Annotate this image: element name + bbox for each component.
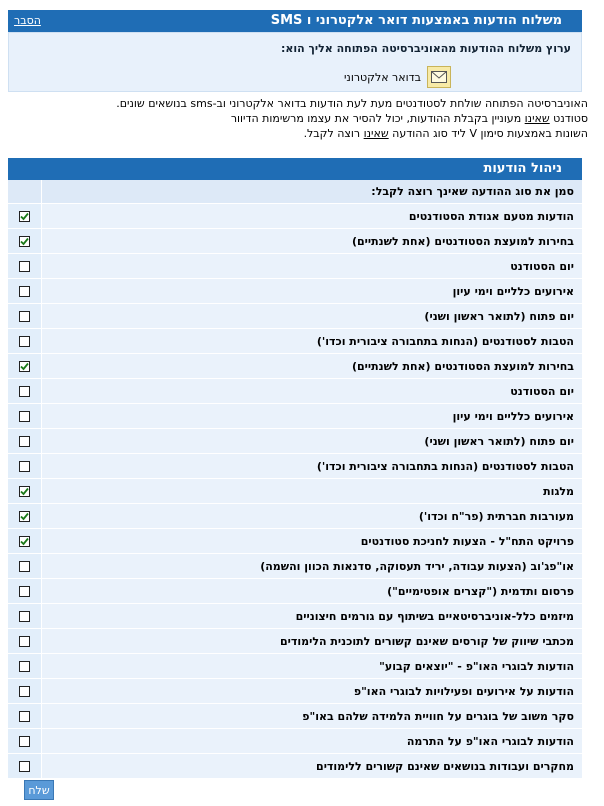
- checkmark-icon: [20, 362, 29, 371]
- list-item: [8, 754, 582, 779]
- list-item-label: אירועים כלליים וימי עיון: [42, 279, 582, 303]
- messages-list: [8, 180, 582, 779]
- list-item: [8, 504, 582, 529]
- list-item: [8, 429, 582, 454]
- list-item: [8, 629, 582, 654]
- list-item-checkbox-cell: [8, 604, 42, 628]
- channel-option-label: בדואר אלקטרוני: [343, 70, 421, 84]
- intro-line-2: סטודנט שאינו מעוניין בקבלת ההודעות, יכול להסיר את עצמו מרשימות הדיוור: [230, 112, 588, 125]
- opt-out-checkbox[interactable]: [19, 361, 30, 372]
- opt-out-checkbox[interactable]: [19, 736, 30, 747]
- list-item: [8, 404, 582, 429]
- list-item-checkbox-cell: [8, 304, 42, 328]
- list-item-checkbox-cell: [8, 454, 42, 478]
- list-instruction-cell: [8, 180, 42, 203]
- list-item-label: הודעות לבוגרי האו"פ על התרמה: [42, 729, 582, 753]
- list-item-checkbox-cell: [8, 579, 42, 603]
- list-item-label: פרסום ותדמית ("קצרים אופטימיים"): [42, 579, 582, 603]
- list-item-label: הודעות מטעם אגודת הסטודנטים: [42, 204, 582, 228]
- manage-title: ניהול הודעות: [483, 161, 562, 176]
- list-item: [8, 654, 582, 679]
- list-item-checkbox-cell: [8, 504, 42, 528]
- list-item: [8, 379, 582, 404]
- intro-line-1: האוניברסיטה הפתוחה שולחת לסטודנטים מעת לעת הודעות בדואר אלקטרוני וב-sms בנושאים שונים.: [116, 97, 588, 110]
- opt-out-checkbox[interactable]: [19, 236, 30, 247]
- list-item-checkbox-cell: [8, 729, 42, 753]
- opt-out-checkbox[interactable]: [19, 561, 30, 572]
- envelope-icon[interactable]: [427, 66, 451, 88]
- opt-out-checkbox[interactable]: [19, 586, 30, 597]
- list-item-label: יום פתוח (לתואר ראשון ושני): [42, 304, 582, 328]
- list-item-checkbox-cell: [8, 629, 42, 653]
- opt-out-checkbox[interactable]: [19, 511, 30, 522]
- list-item: [8, 479, 582, 504]
- opt-out-checkbox[interactable]: [19, 436, 30, 447]
- list-item-label: מלגות: [42, 479, 582, 503]
- opt-out-checkbox[interactable]: [19, 711, 30, 722]
- channel-title: ערוץ משלוח ההודעות מהאוניברסיטה הפתוחה אליך הוא:: [280, 42, 571, 55]
- help-link[interactable]: הסבר: [14, 14, 41, 27]
- opt-out-checkbox[interactable]: [19, 311, 30, 322]
- manage-header: [8, 158, 582, 180]
- channel-box: [8, 32, 582, 92]
- list-item-label: בחירות למועצת הסטודנטים (אחת לשנתיים): [42, 354, 582, 378]
- channel-option[interactable]: [344, 65, 451, 89]
- list-instruction: סמן את סוג ההודעה שאינך רוצה לקבל:: [42, 180, 582, 203]
- checkmark-icon: [20, 237, 29, 246]
- list-item-label: סקר משוב של בוגרים על חוויית הלמידה שלהם באו"פ: [42, 704, 582, 728]
- list-item-checkbox-cell: [8, 704, 42, 728]
- list-item-label: מכתבי שיווק של קורסים שאינם קשורים לתוכנית הלימודים: [42, 629, 582, 653]
- list-item-checkbox-cell: [8, 254, 42, 278]
- list-item: [8, 554, 582, 579]
- list-item-checkbox-cell: [8, 379, 42, 403]
- list-item-checkbox-cell: [8, 279, 42, 303]
- list-item-label: הודעות על אירועים ופעילויות לבוגרי האו"פ: [42, 679, 582, 703]
- list-instruction-row: [8, 180, 582, 204]
- list-item-label: יום הסטודנט: [42, 254, 582, 278]
- checkmark-icon: [20, 487, 29, 496]
- list-item-checkbox-cell: [8, 229, 42, 253]
- intro-line-3: השונות באמצעות סימון V ליד סוג ההודעה שאינו רוצה לקבל.: [303, 127, 588, 140]
- list-item: [8, 254, 582, 279]
- list-item-checkbox-cell: [8, 529, 42, 553]
- list-item-checkbox-cell: [8, 329, 42, 353]
- list-item-label: או"פג'וב (הצעות עבודה, יריד תעסוקה, סדנאות הכוון והשמה): [42, 554, 582, 578]
- list-item-checkbox-cell: [8, 554, 42, 578]
- list-item: [8, 729, 582, 754]
- checkmark-icon: [20, 512, 29, 521]
- list-item-label: הטבות לסטודנטים (הנחות בתחבורה ציבורית וכדו'): [42, 329, 582, 353]
- manage-header-corner: [566, 158, 582, 180]
- opt-out-checkbox[interactable]: [19, 336, 30, 347]
- list-item-checkbox-cell: [8, 654, 42, 678]
- opt-out-checkbox[interactable]: [19, 386, 30, 397]
- list-item-label: מחקרים ועבודות בנושאים שאינם קשורים ללימודים: [42, 754, 582, 778]
- opt-out-checkbox[interactable]: [19, 661, 30, 672]
- header-corner: [566, 10, 582, 32]
- list-item-label: יום פתוח (לתואר ראשון ושני): [42, 429, 582, 453]
- list-item: [8, 204, 582, 229]
- list-item: [8, 579, 582, 604]
- list-item-checkbox-cell: [8, 754, 42, 778]
- list-item: [8, 604, 582, 629]
- opt-out-checkbox[interactable]: [19, 686, 30, 697]
- list-item-checkbox-cell: [8, 404, 42, 428]
- list-item-checkbox-cell: [8, 354, 42, 378]
- list-item: [8, 279, 582, 304]
- list-item-label: פרויקט התח"ל - הצעות לחניכת סטודנטים: [42, 529, 582, 553]
- opt-out-checkbox[interactable]: [19, 286, 30, 297]
- opt-out-checkbox[interactable]: [19, 636, 30, 647]
- list-item: [8, 304, 582, 329]
- list-item: [8, 329, 582, 354]
- list-item-checkbox-cell: [8, 679, 42, 703]
- list-item-label: מעורבות חברתית (פר"ח וכדו'): [42, 504, 582, 528]
- list-item-checkbox-cell: [8, 429, 42, 453]
- list-item: [8, 679, 582, 704]
- list-item-label: אירועים כלליים וימי עיון: [42, 404, 582, 428]
- opt-out-checkbox[interactable]: [19, 461, 30, 472]
- opt-out-checkbox[interactable]: [19, 411, 30, 422]
- list-item-checkbox-cell: [8, 204, 42, 228]
- opt-out-checkbox[interactable]: [19, 211, 30, 222]
- checkmark-icon: [20, 212, 29, 221]
- list-item-checkbox-cell: [8, 479, 42, 503]
- page-title: משלוח הודעות באמצעות דואר אלקטרוני ו SMS: [270, 13, 562, 28]
- list-item: [8, 454, 582, 479]
- intro-text: [18, 96, 588, 141]
- list-item-label: בחירות למועצת הסטודנטים (אחת לשנתיים): [42, 229, 582, 253]
- opt-out-checkbox[interactable]: [19, 536, 30, 547]
- list-item: [8, 529, 582, 554]
- list-item: [8, 354, 582, 379]
- list-item-label: יום הסטודנט: [42, 379, 582, 403]
- send-button[interactable]: שלח: [24, 780, 54, 800]
- list-item: [8, 704, 582, 729]
- list-item: [8, 229, 582, 254]
- page-header: [8, 10, 582, 32]
- opt-out-checkbox[interactable]: [19, 761, 30, 772]
- list-item-label: הטבות לסטודנטים (הנחות בתחבורה ציבורית וכדו'): [42, 454, 582, 478]
- list-item-label: הודעות לבוגרי האו"פ - "יוצאים קבוע": [42, 654, 582, 678]
- opt-out-checkbox[interactable]: [19, 611, 30, 622]
- list-item-label: מיזמים כלל-אוניברסיטאיים בשיתוף עם גורמים חיצוניים: [42, 604, 582, 628]
- opt-out-checkbox[interactable]: [19, 486, 30, 497]
- checkmark-icon: [20, 537, 29, 546]
- opt-out-checkbox[interactable]: [19, 261, 30, 272]
